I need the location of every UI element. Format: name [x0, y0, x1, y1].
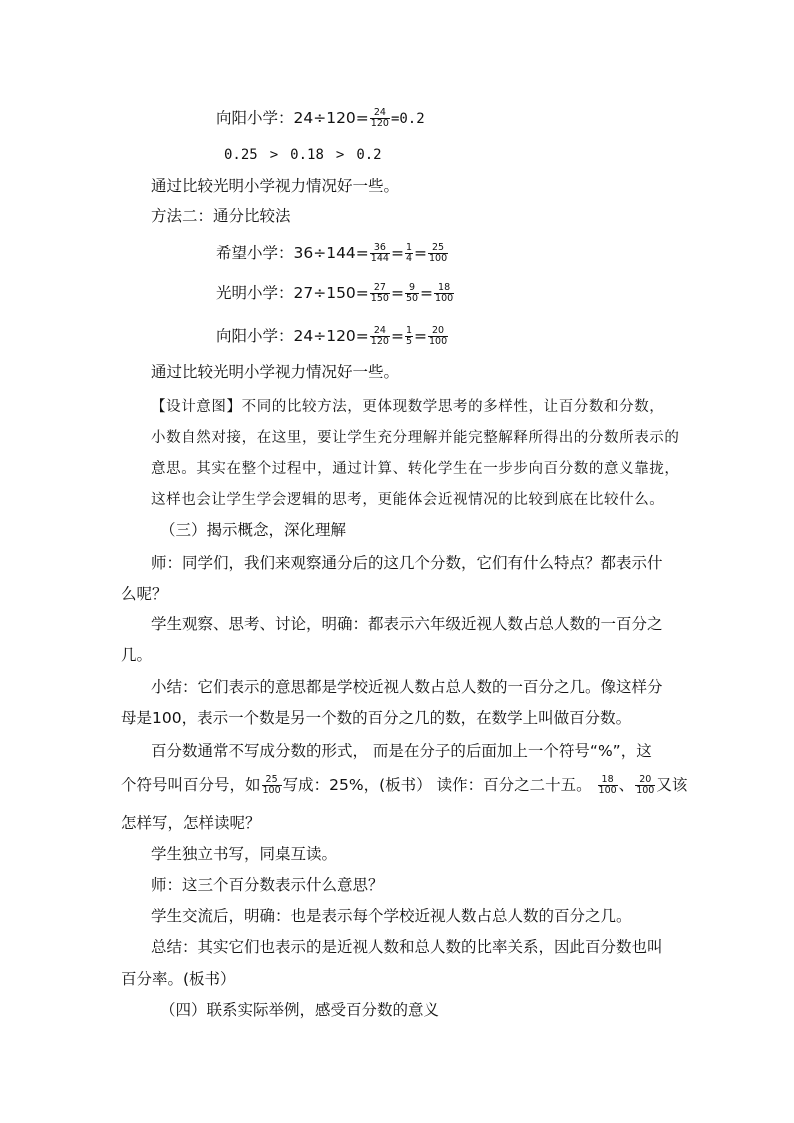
fraction-denominator: 100	[598, 785, 617, 796]
fraction-numerator: 24	[373, 325, 386, 336]
paragraph-line: 几。	[121, 646, 153, 664]
equation-result: =0.2	[390, 111, 425, 127]
section3-title: （三）揭示概念，深化理解	[160, 521, 347, 539]
method2-title: 方法二：通分比较法	[151, 207, 291, 225]
fraction	[370, 108, 390, 129]
paragraph-line: 师：这三个百分数表示什么意思？	[151, 876, 384, 894]
fraction-denominator: 100	[636, 785, 655, 796]
fraction	[598, 775, 618, 796]
fraction-numerator: 36	[373, 242, 386, 253]
fraction-denominator: 150	[370, 293, 389, 304]
paragraph-line-with-fractions	[121, 775, 687, 796]
fraction	[370, 326, 390, 347]
text-segment: 又该	[656, 776, 688, 794]
fraction-denominator: 4	[405, 253, 412, 264]
section4-title: （四）联系实际举例，感受百分数的意义	[160, 1001, 440, 1019]
fraction-numerator: 9	[408, 282, 415, 293]
fraction-numerator: 1	[405, 325, 412, 336]
equation-xiwang: 希望小学：36÷144= $\frac{36}{144}$ = $\frac{1}{4}$ = $\frac{25}{100}$	[216, 242, 448, 264]
fraction-denominator: 100	[428, 253, 448, 264]
fraction	[635, 775, 655, 796]
equation-xiangyang: 向阳小学：24÷120= $\frac{24}{120}$ = $\frac{1}{5}$ = $\frac{20}{100}$	[216, 325, 448, 347]
fraction	[370, 283, 390, 304]
design-intent-line: 这样也会让学生学会逻辑的思考，更能体会近视情况的比较到底在比较什么。	[151, 492, 665, 508]
equation-label: 光明小学：27÷150=	[216, 284, 369, 302]
fraction-denominator: 5	[405, 336, 412, 347]
equation-label: 希望小学：36÷144=	[216, 244, 369, 262]
fraction-numerator: 1	[405, 242, 412, 253]
greater-than-sign: >	[269, 147, 279, 163]
value-xiwang: 0.18	[290, 147, 324, 163]
fraction-denominator: 50	[405, 293, 419, 304]
paragraph-line: 学生独立书写，同桌互读。	[151, 845, 338, 863]
paragraph-line: 百分率。(板书）	[121, 970, 236, 988]
equation-label: 向阳小学：24÷120=	[216, 327, 369, 345]
method1-conclusion: 通过比较光明小学视力情况好一些。	[151, 177, 400, 195]
fraction	[262, 775, 282, 796]
equation-label: 向阳小学：24÷120=	[216, 109, 369, 127]
fraction-numerator: 25	[432, 242, 445, 253]
paragraph-line: 学生交流后，明确：也是表示每个学校近视人数占总人数的百分之几。	[151, 907, 632, 925]
fraction-denominator: 100	[262, 785, 281, 796]
fraction-denominator: 120	[370, 336, 389, 347]
fraction	[434, 283, 454, 304]
paragraph-line: 学生观察、思考、讨论，明确：都表示六年级近视人数占总人数的一百分之	[151, 615, 663, 633]
method2-conclusion: 通过比较光明小学视力情况好一些。	[151, 363, 400, 381]
design-intent-line: 意思。其实在整个过程中，通过计算、转化学生在一步步向百分数的意义靠拢，	[151, 461, 680, 477]
fraction-denominator: 100	[435, 293, 454, 304]
fraction-numerator: 27	[373, 282, 386, 293]
decimal-comparison	[224, 145, 382, 165]
paragraph-line: 母是100，表示一个数是另一个数的百分之几的数，在数学上叫做百分数。	[121, 709, 632, 727]
fraction-numerator: 18	[438, 282, 451, 293]
design-intent-line: 小数自然对接，在这里，要让学生充分理解并能完整解释所得出的分数所表示的	[151, 430, 680, 446]
design-intent-line: 【设计意图】不同的比较方法，更体现数学思考的多样性，让百分数和分数，	[151, 399, 665, 415]
text-segment: 写成：25%，(板书） 读作：百分之二十五。	[282, 776, 592, 794]
text-segment: 个符号叫百分号，如	[121, 776, 261, 794]
separator: 、	[618, 776, 635, 794]
fraction-denominator: 100	[428, 336, 448, 347]
greater-than-sign: >	[335, 147, 345, 163]
fraction	[405, 326, 413, 347]
paragraph-line: 怎样写，怎样读呢？	[121, 814, 261, 832]
paragraph-line: 小结：它们表示的意思都是学校近视人数占总人数的一百分之几。像这样分	[151, 678, 663, 696]
fraction-denominator: 144	[370, 253, 389, 264]
fraction	[428, 326, 448, 347]
value-guangming: 0.25	[224, 147, 258, 163]
fraction-numerator: 18	[601, 774, 614, 785]
value-xiangyang: 0.2	[356, 147, 382, 163]
fraction	[428, 243, 448, 264]
fraction-numerator: 25	[265, 774, 278, 785]
fraction-numerator: 20	[639, 774, 652, 785]
paragraph-line: 师：同学们，我们来观察通分后的这几个分数，它们有什么特点？都表示什	[151, 554, 663, 572]
equation-guangming: 光明小学：27÷150= $\frac{27}{150}$ = $\frac{9}{50}$ = $\frac{18}{100}$	[216, 282, 454, 304]
fraction-numerator: 20	[432, 325, 445, 336]
fraction-numerator: 24	[373, 107, 386, 118]
fraction	[405, 243, 413, 264]
fraction-denominator: 120	[370, 118, 389, 129]
paragraph-line: 百分数通常不写成分数的形式， 而是在分子的后面加上一个符号“%”，这	[151, 742, 652, 760]
equation-xiangyang-decimal	[216, 108, 425, 129]
paragraph-line: 么呢？	[121, 585, 168, 603]
fraction	[405, 283, 419, 304]
paragraph-line: 总结：其实它们也表示的是近视人数和总人数的比率关系，因此百分数也叫	[151, 938, 663, 956]
fraction	[370, 243, 390, 264]
